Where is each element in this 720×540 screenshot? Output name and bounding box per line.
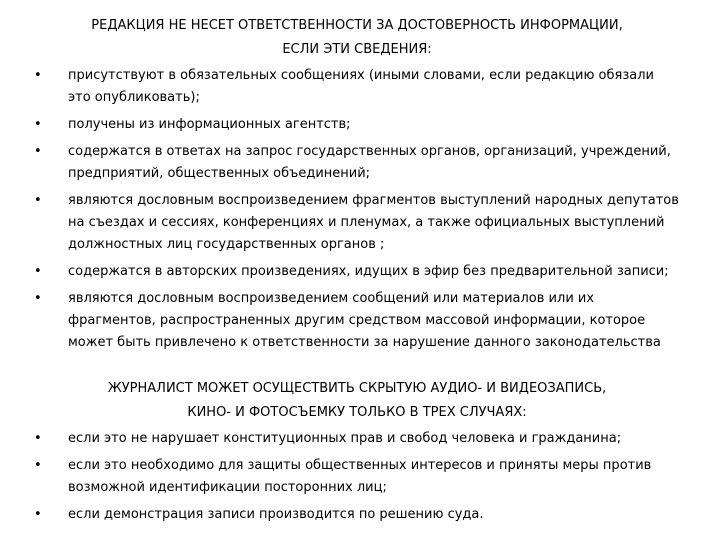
list-item-text: присутствуют в обязательных сообщениях (иными словами, если редакцию обязали это опубликовать); bbox=[68, 68, 654, 105]
list-item-text: если демонстрация записи производится по решению суда. bbox=[68, 507, 484, 522]
bullet-icon: • bbox=[34, 144, 42, 159]
bullet-icon: • bbox=[34, 117, 42, 132]
section2-title-line2: КИНО- И ФОТОСЪЕМКУ ТОЛЬКО В ТРЕХ СЛУЧАЯХ: bbox=[187, 405, 527, 420]
list-item-text: являются дословным воспроизведением сообщений или материалов или их фрагментов, распространенных другим средством массовой информации, которое может быть привлечено к ответственности за нарушение данного законодательства bbox=[68, 291, 661, 350]
bullet-icon: • bbox=[34, 507, 42, 522]
list-item bbox=[34, 65, 680, 109]
bullet-icon: • bbox=[34, 458, 42, 473]
list-item bbox=[34, 428, 680, 450]
section2-title-line1: ЖУРНАЛИСТ МОЖЕТ ОСУЩЕСТВИТЬ СКРЫТУЮ АУДИО- И ВИДЕОЗАПИСЬ, bbox=[107, 381, 607, 396]
bullet-icon: • bbox=[34, 264, 42, 279]
bullet-icon: • bbox=[34, 68, 42, 83]
list-item-text: являются дословным воспроизведением фрагментов выступлений народных депутатов на съездах и сессиях, конференциях и пленумах, а также официальных выступлений должностных лиц государственных органов ; bbox=[68, 193, 679, 252]
section1-title-line2: ЕСЛИ ЭТИ СВЕДЕНИЯ: bbox=[282, 42, 432, 57]
list-item-text: если это не нарушает конституционных прав и свобод человека и гражданина; bbox=[68, 431, 622, 446]
list-item bbox=[34, 261, 680, 283]
section2-list bbox=[34, 428, 680, 526]
list-item-text: если это необходимо для защиты общественных интересов и приняты меры против возможной идентификации посторонних лиц; bbox=[68, 458, 652, 495]
list-item bbox=[34, 190, 680, 256]
list-item bbox=[34, 114, 680, 136]
section1-title-line1: РЕДАКЦИЯ НЕ НЕСЕТ ОТВЕТСТВЕННОСТИ ЗА ДОСТОВЕРНОСТЬ ИНФОРМАЦИИ, bbox=[91, 18, 623, 33]
list-item bbox=[34, 288, 680, 354]
list-item bbox=[34, 141, 680, 185]
list-item-text: содержатся в авторских произведениях, идущих в эфир без предварительной записи; bbox=[68, 264, 669, 279]
list-item bbox=[34, 504, 680, 526]
bullet-icon: • bbox=[34, 193, 42, 208]
list-item-text: получены из информационных агентств; bbox=[68, 117, 351, 132]
bullet-icon: • bbox=[34, 431, 42, 446]
list-item bbox=[34, 455, 680, 499]
list-item-text: содержатся в ответах на запрос государственных органов, организаций, учреждений, предприятий, общественных объединений; bbox=[68, 144, 671, 181]
section1-list bbox=[34, 65, 680, 354]
section-gap bbox=[34, 359, 680, 377]
bullet-icon: • bbox=[34, 291, 42, 306]
